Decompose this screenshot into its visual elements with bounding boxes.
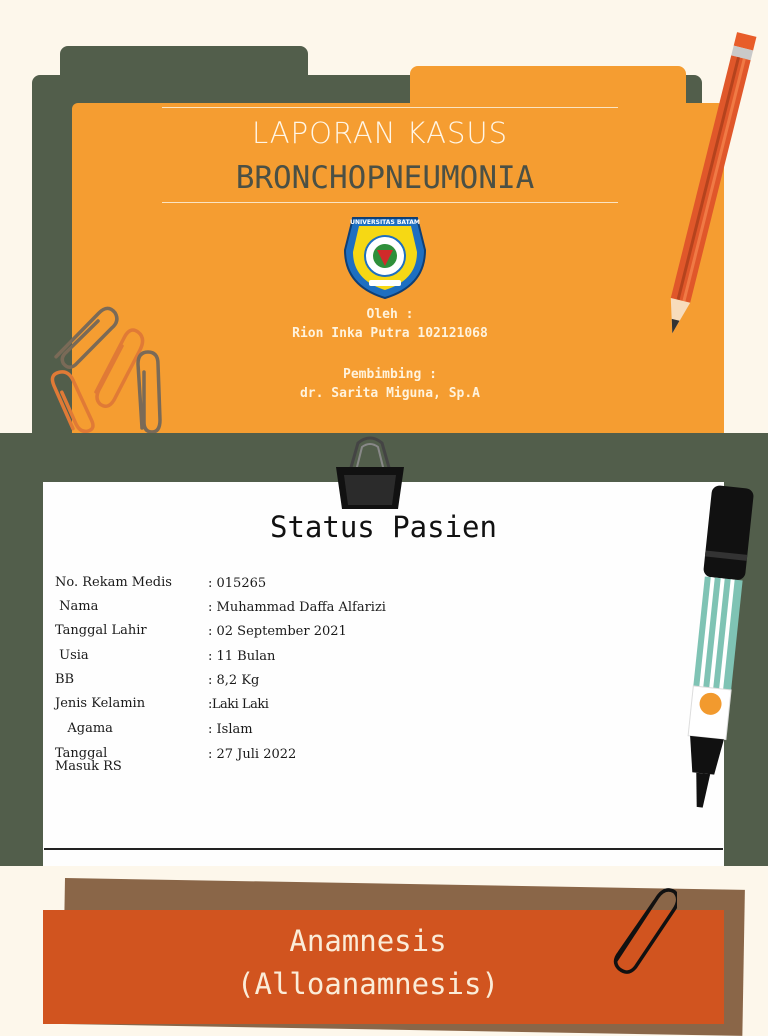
anamnesis-line-2: (Alloanamnesis) xyxy=(237,967,499,1001)
row-value: : Islam xyxy=(208,722,253,737)
status-row-rekam-medis xyxy=(55,576,555,600)
marker-icon xyxy=(665,482,765,817)
status-row-nama xyxy=(55,600,555,624)
row-label: Nama xyxy=(55,599,99,614)
row-value: :Laki Laki xyxy=(208,697,269,712)
row-label: BB xyxy=(55,672,75,687)
author-name: Rion Inka Putra 102121068 xyxy=(292,326,488,341)
binder-clip-icon xyxy=(330,435,410,511)
supervisor-name: dr. Sarita Miguna, Sp.A xyxy=(299,386,480,401)
status-row-jenis-kelamin xyxy=(55,697,555,721)
row-value: : 02 September 2021 xyxy=(208,624,347,639)
supervisor-label: Pembimbing : xyxy=(343,367,437,382)
status-row-tanggal-lahir xyxy=(55,624,555,648)
status-row-tanggal-masuk xyxy=(55,747,555,781)
row-label: Agama xyxy=(55,721,113,736)
title-top-rule xyxy=(162,107,618,108)
logo-text: UNIVERSITAS BATAM xyxy=(350,219,420,226)
cover-subtitle: BRONCHOPNEUMONIA xyxy=(235,160,535,196)
university-logo xyxy=(339,210,431,302)
row-value: : 11 Bulan xyxy=(208,649,276,664)
status-row-usia xyxy=(55,649,555,673)
pencil-icon xyxy=(660,22,760,352)
row-label: Usia xyxy=(55,648,89,663)
status-title: Status Pasien xyxy=(270,510,497,544)
row-label: No. Rekam Medis xyxy=(55,575,172,590)
paper-clip-icon xyxy=(605,878,677,974)
paper-bottom-line xyxy=(44,848,723,850)
anamnesis-title xyxy=(43,920,693,1006)
row-value: : 015265 xyxy=(208,576,267,591)
anamnesis-line-1: Anamnesis xyxy=(289,924,447,958)
cover-title: LAPORAN KASUS xyxy=(251,116,509,150)
row-value: : 8,2 Kg xyxy=(208,673,260,688)
row-label: Tanggal Masuk RS xyxy=(55,746,122,774)
row-label: Jenis Kelamin xyxy=(55,696,146,711)
row-value: : Muhammad Daffa Alfarizi xyxy=(208,600,386,615)
author-block xyxy=(200,305,580,403)
title-bottom-rule xyxy=(162,202,618,203)
status-row-bb xyxy=(55,673,555,697)
row-value: : 27 Juli 2022 xyxy=(208,747,297,762)
author-label: Oleh : xyxy=(366,307,414,322)
row-label: Tanggal Lahir xyxy=(55,623,147,638)
status-row-agama xyxy=(55,722,555,746)
paper-clips-icon xyxy=(38,300,173,435)
